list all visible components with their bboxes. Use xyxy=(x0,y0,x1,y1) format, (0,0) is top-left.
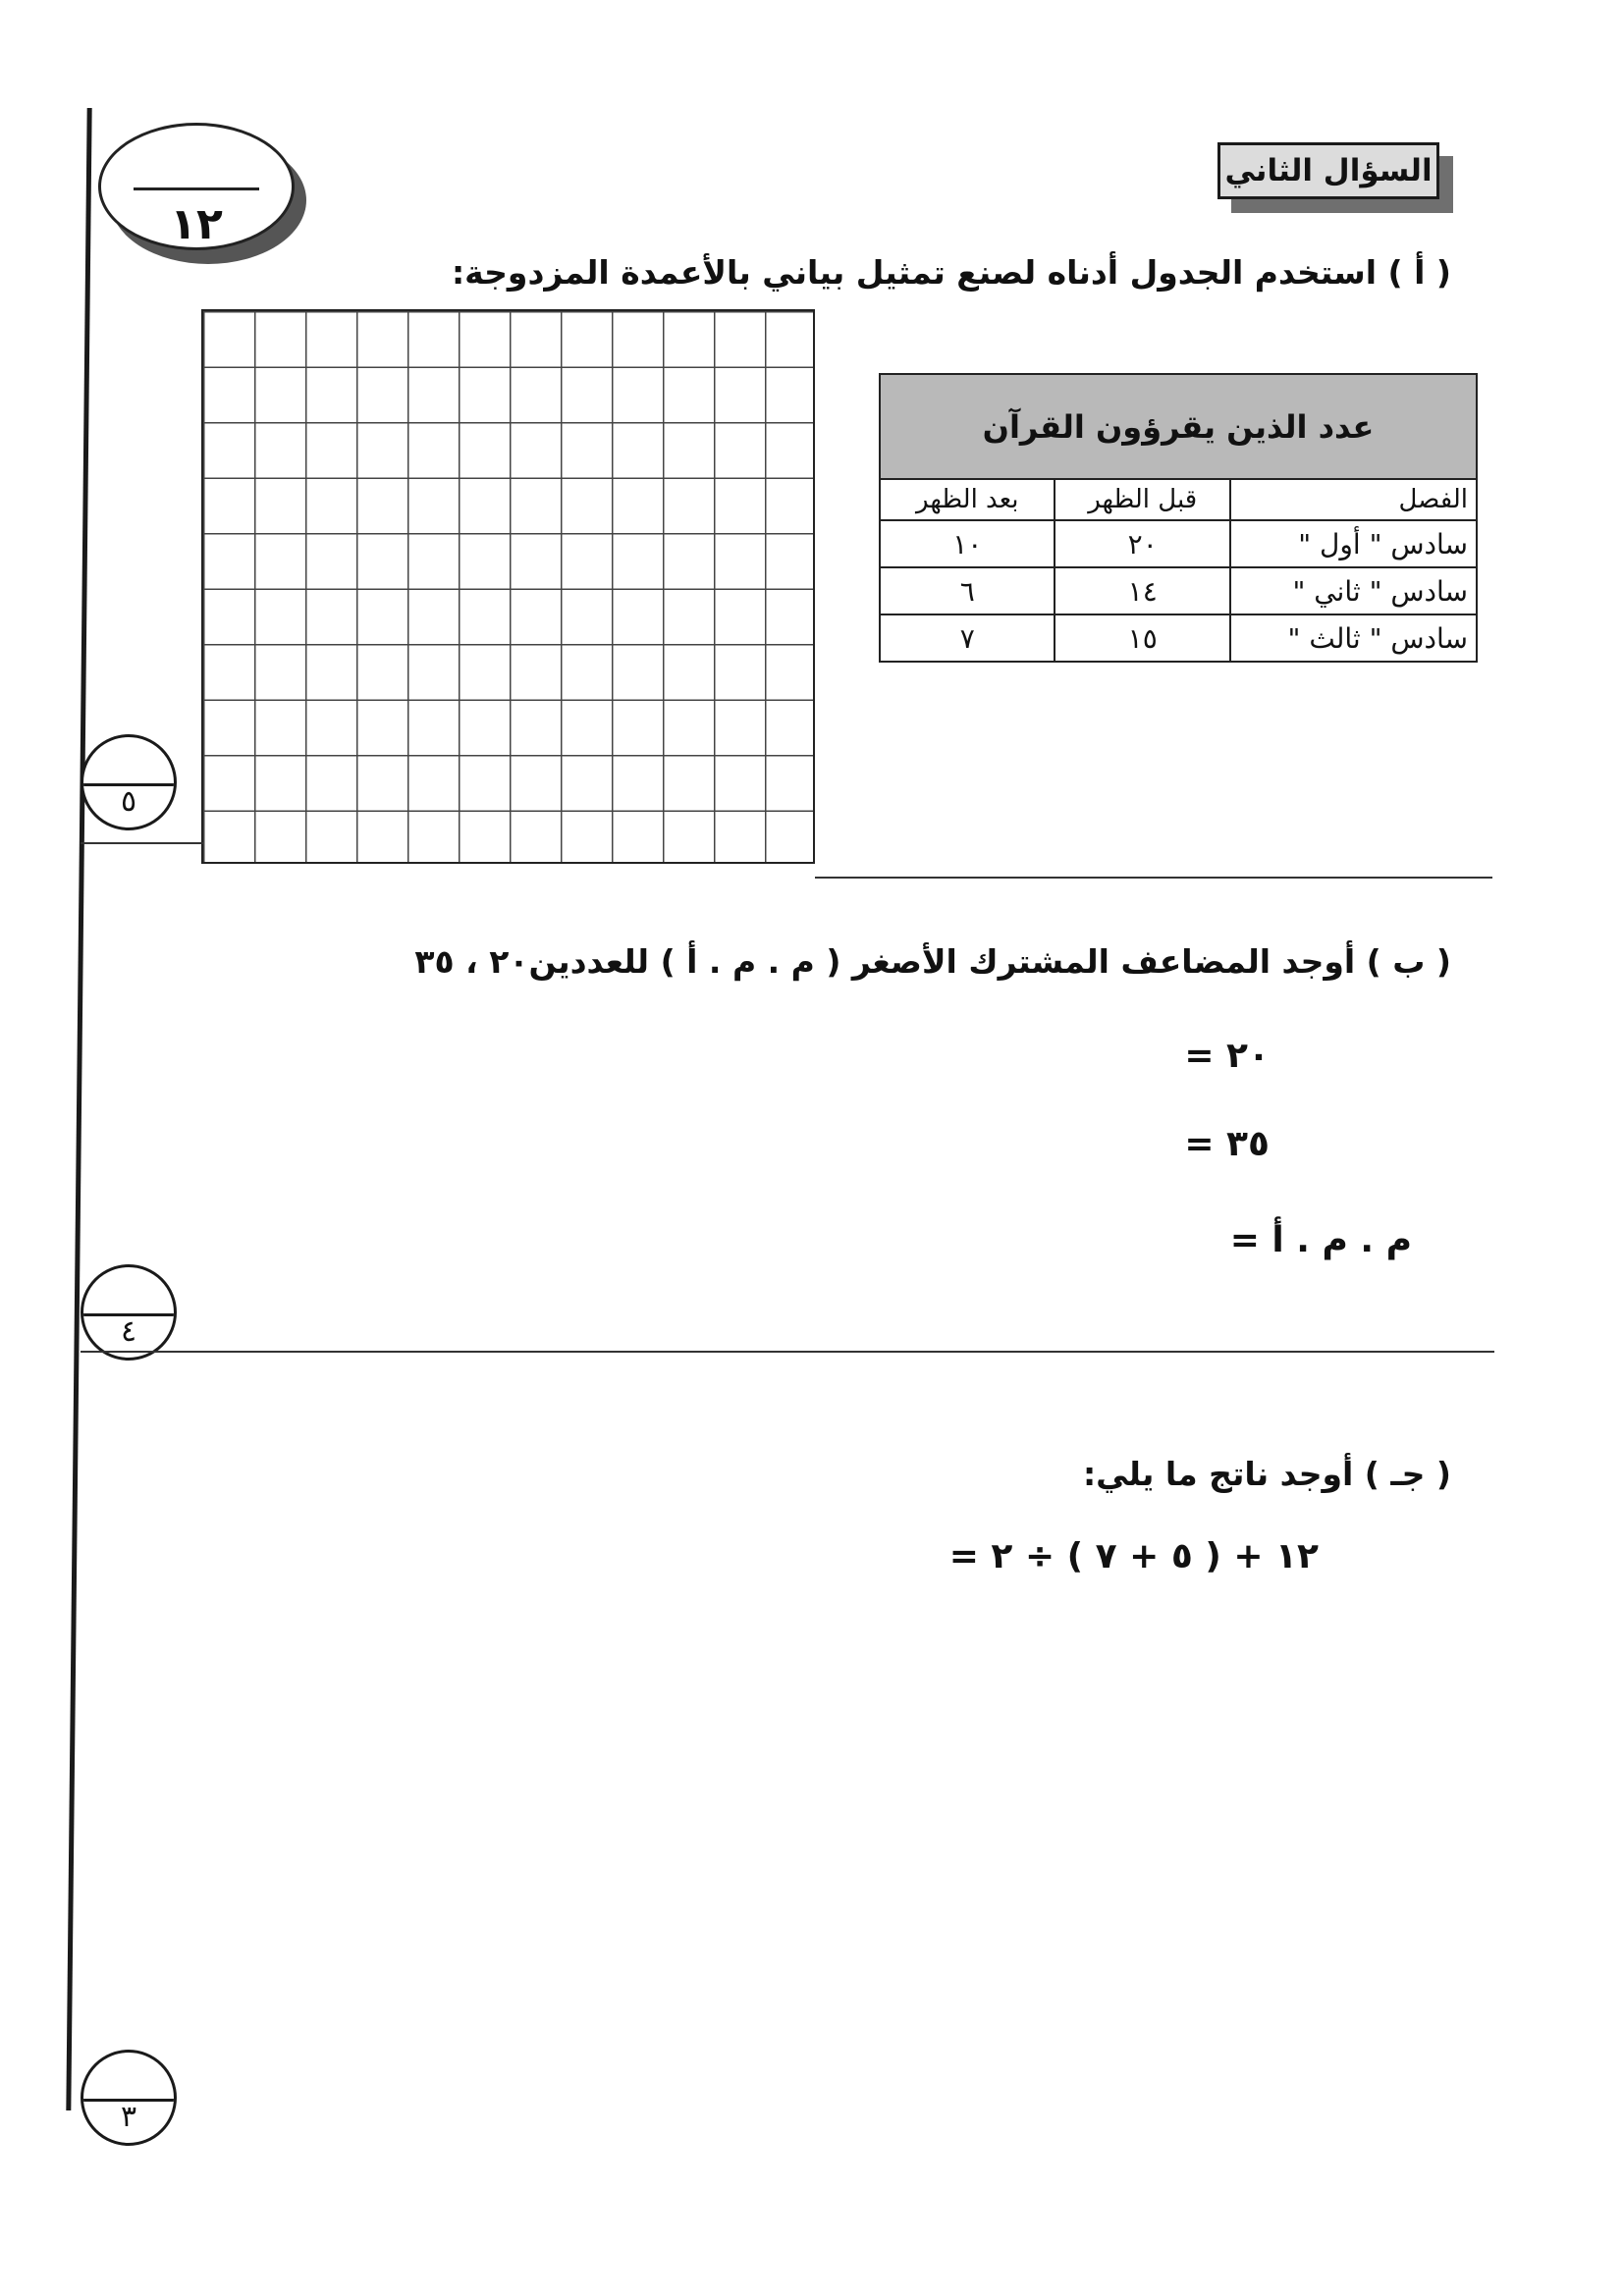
part-b-score-circle xyxy=(81,1264,177,1361)
part-a-instruction: ( أ ) استخدم الجدول أدناه لصنع تمثيل بياني بالأعمدة المزدوجة: xyxy=(451,253,1451,292)
oval-divider xyxy=(134,187,259,190)
total-score: ١٢ xyxy=(170,199,223,249)
table-cell: ٢٠ xyxy=(1055,520,1229,567)
table-title: عدد الذين يقرؤون القرآن xyxy=(879,373,1478,478)
part-b-line-35: ٣٥ = xyxy=(1184,1124,1270,1164)
table-row xyxy=(880,614,1477,662)
part-b-lcm-line: م . م . أ = xyxy=(1229,1220,1412,1260)
table-cell: ٦ xyxy=(880,567,1055,614)
table-cell: ١٠ xyxy=(880,520,1055,567)
table-header-row xyxy=(880,479,1477,520)
part-a-score: ٥ xyxy=(120,784,137,819)
table-cell: ١٥ xyxy=(1055,614,1229,662)
question-title-box xyxy=(1217,142,1453,211)
part-b-line-20: ٢٠ = xyxy=(1184,1036,1270,1076)
table-row xyxy=(880,520,1477,567)
part-a-score-circle xyxy=(81,734,177,830)
table-cell: ٧ xyxy=(880,614,1055,662)
part-b-instruction: ( ب ) أوجد المضاعف المشترك الأصغر ( م . م . أ ) للعددين٢٠ ، ٣٥ xyxy=(414,942,1451,981)
section-divider xyxy=(815,877,1492,879)
margin-line xyxy=(66,108,91,2110)
question-title: السؤال الثاني xyxy=(1217,142,1439,199)
section-divider xyxy=(81,842,203,844)
header-class: الفصل xyxy=(1230,479,1477,520)
table-row xyxy=(880,567,1477,614)
part-b-score: ٤ xyxy=(120,1314,137,1349)
table-cell: ١٤ xyxy=(1055,567,1229,614)
graph-grid[interactable] xyxy=(201,309,815,864)
part-c-score: ٣ xyxy=(120,2100,137,2134)
header-after-noon: بعد الظهر xyxy=(880,479,1055,520)
data-table xyxy=(879,373,1478,663)
table-cell: سادس " ثالث " xyxy=(1230,614,1477,662)
section-divider xyxy=(81,1351,1494,1353)
part-c-instruction: ( جـ ) أوجد ناتج ما يلي: xyxy=(1082,1455,1451,1493)
total-score-oval xyxy=(98,123,309,265)
table-body xyxy=(879,478,1478,663)
part-c-score-circle xyxy=(81,2050,177,2146)
table-cell: سادس " ثاني " xyxy=(1230,567,1477,614)
header-before-noon: قبل الظهر xyxy=(1055,479,1229,520)
table-cell: سادس " أول " xyxy=(1230,520,1477,567)
part-c-expression: ١٢ + ( ٥ + ٧ ) ÷ ٢ = xyxy=(948,1536,1319,1576)
